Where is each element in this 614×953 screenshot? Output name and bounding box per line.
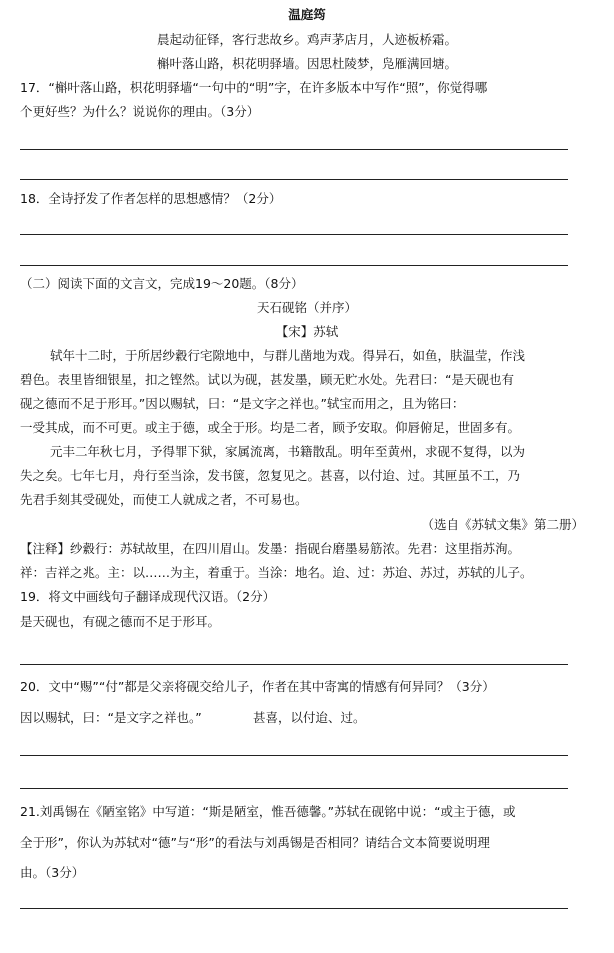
essay-paragraph-2-line-3: 先君手刻其受砚处，而使工人就成之者，不可易也。 (20, 492, 308, 507)
essay-paragraph-2-line-1: 元丰二年秋七月，予得罪下狱，家属流离，书籍散乱。明年至黄州，求砚不复得，以为 (50, 444, 526, 459)
poem-author: 温庭筠 (288, 7, 326, 22)
question-19: 19．将文中画线句子翻译成现代汉语。（2分） (20, 589, 276, 604)
answer-line (20, 179, 568, 180)
question-21-line-3: 由。（3分） (20, 865, 85, 880)
poem-line-1: 晨起动征铎，客行悲故乡。鸡声茅店月，人迹板桥霜。 (156, 32, 457, 47)
answer-line (20, 234, 568, 235)
question-20: 20．文中“赐”“付”都是父亲将砚交给儿子，作者在其中寄寓的情感有何异同？（3分） (20, 679, 495, 694)
essay-title: 天石砚铭（并序） (256, 300, 357, 315)
poem-line-2: 槲叶落山路，枳花明驿墙。因思杜陵梦，凫雁满回塘。 (156, 56, 457, 71)
section-heading: （二）阅读下面的文言文，完成19～20题。（8分） (20, 276, 304, 291)
answer-line (20, 265, 568, 266)
question-20-quote-1: 因以赐轼，曰：“是文字之祥也。” (20, 710, 202, 725)
essay-paragraph-1-line-3: 砚之德而不足于形耳。”因以赐轼，曰：“是文字之祥也。”轼宝而用之，且为铭曰： (20, 396, 465, 411)
essay-paragraph-2-line-2: 失之矣。七年七月，舟行至当涂，发书箧，忽复见之。甚喜，以付迨、过。其匣虽不工，乃 (20, 468, 521, 483)
essay-source: （选自《苏轼文集》第二册） (421, 517, 584, 532)
answer-line (20, 788, 568, 789)
question-21-line-1: 21.刘禹锡在《陋室铭》中写道：“斯是陋室，惟吾德馨。”苏轼在砚铭中说：“或主于德，或 (20, 804, 516, 819)
essay-author: 【宋】苏轼 (275, 324, 339, 339)
essay-paragraph-1-line-1: 轼年十二时，于所居纱縠行宅隙地中，与群儿凿地为戏。得异石，如鱼，肤温莹，作浅 (50, 348, 526, 363)
question-19-sentence: 是天砚也，有砚之德而不足于形耳。 (20, 614, 221, 629)
answer-line (20, 908, 568, 909)
answer-line (20, 755, 568, 756)
essay-notes-line-2: 祥：吉祥之兆。主：以……为主，着重于。当涂：地名。迨、过：苏迨、苏过，苏轼的儿子。 (20, 565, 533, 580)
essay-paragraph-1-line-2: 碧色。表里皆细银星，扣之铿然。试以为砚，甚发墨，顾无贮水处。先君曰：“是天砚也有 (20, 372, 514, 387)
question-21-line-2: 全于形”，你认为苏轼对“德”与“形”的看法与刘禹锡是否相同？请结合文本简要说明理 (20, 835, 490, 850)
essay-inscription-line: 一受其成，而不可更。或主于德，或全于形。均是二者，顾予安取。仰唇俯足，世固多有。 (20, 420, 521, 435)
answer-line (20, 149, 568, 150)
question-17-line-2: 个更好些？为什么？说说你的理由。（3分） (20, 104, 260, 119)
essay-notes-line-1: 【注释】纱縠行：苏轼故里，在四川眉山。发墨：指砚台磨墨易筋浓。先君：这里指苏洵。 (20, 541, 521, 556)
question-20-quote-2: 甚喜，以付迨、过。 (253, 710, 366, 725)
question-18: 18．全诗抒发了作者怎样的思想感情？（2分） (20, 191, 282, 206)
answer-line (20, 664, 568, 665)
question-17-line-1: 17．“槲叶落山路，枳花明驿墙“一句中的“明”字，在许多版本中写作“照”，你觉得哪 (20, 80, 488, 95)
